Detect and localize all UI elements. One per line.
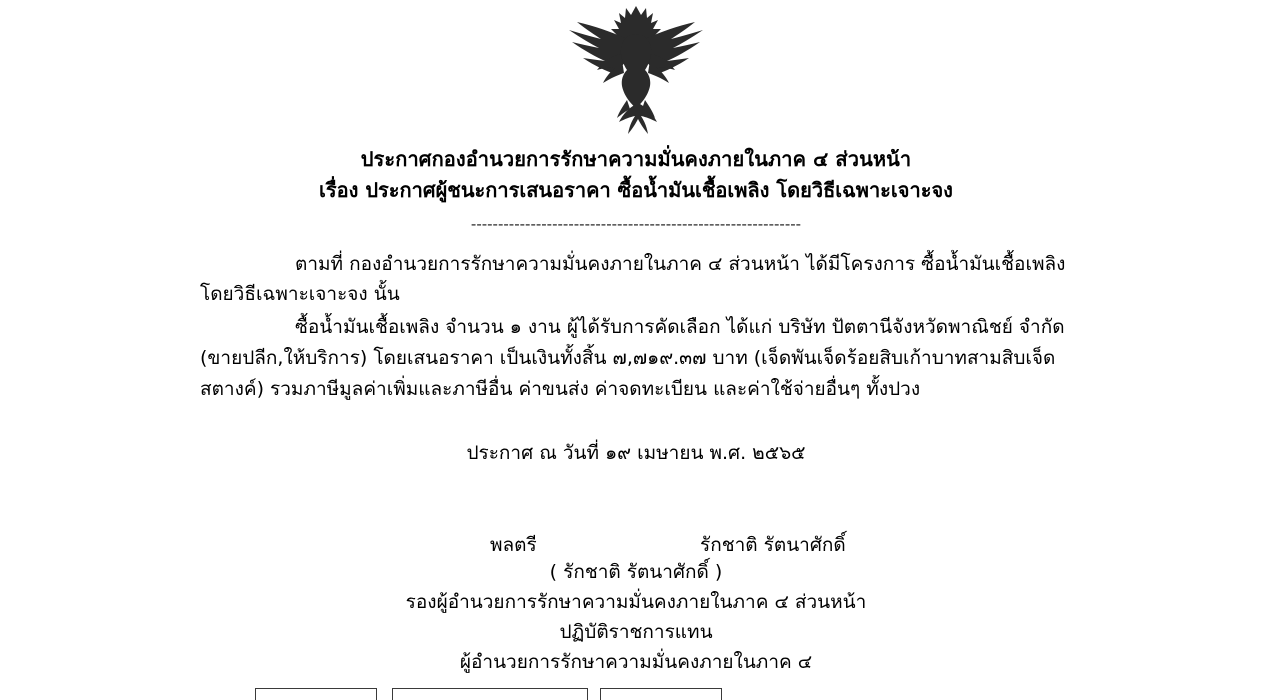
signer-signature: รักชาติ รัตนาศักดิ์ xyxy=(700,534,846,557)
signer-position-line-3: ผู้อำนวยการรักษาความมั่นคงภายในภาค ๔ xyxy=(459,651,813,674)
announcement-date: ประกาศ ณ วันที่ ๑๙ เมษายน พ.ศ. ๒๕๖๕ xyxy=(466,442,806,465)
paragraph-2: ซื้อน้ำมันเชื้อเพลิง จำนวน ๑ งาน ผู้ได้รับการคัดเลือก ได้แก่ บริษัท ปัตตานีจังหวัดพาณิชย์ จำกัด (ขายปลีก,ให้บริการ) โดยเสนอราคา เป็นเงินทั้งสิ้น ๗,๗๑๙.๓๗ บาท (เจ็ดพันเจ็ดร้อยสิบเก้าบาทสามสิบเจ็ดสตางค์) รวมภาษีมูลค่าเพิ่มและภาษีอื่น ค่าขนส่ง ค่าจดทะเบียน และค่าใช้จ่ายอื่นๆ ทั้งปวง xyxy=(200,316,1065,400)
heading-divider: ------------------------------------------------------------- xyxy=(470,215,802,233)
signer-position-line-1: รองผู้อำนวยการรักษาความมั่นคงภายในภาค ๔ ส่วนหน้า xyxy=(405,591,867,614)
garuda-emblem xyxy=(561,4,711,136)
signature-block xyxy=(0,530,1272,677)
bottom-partial-boxes xyxy=(0,688,1272,700)
bottom-box-1 xyxy=(255,688,377,700)
signer-rank: พลตรี xyxy=(490,534,537,557)
bottom-box-2 xyxy=(392,688,588,700)
emblem-container xyxy=(0,0,1272,140)
document-heading xyxy=(0,144,1272,233)
paragraph-1: ตามที่ กองอำนวยการรักษาความมั่นคงภายในภาค ๔ ส่วนหน้า ได้มีโครงการ ซื้อน้ำมันเชื้อเพลิง โดยวิธีเฉพาะเจาะจง นั้น xyxy=(200,252,1066,306)
signer-position-line-2: ปฏิบัติราชการแทน xyxy=(559,621,713,644)
signature-spacer xyxy=(0,530,1272,557)
bottom-box-3 xyxy=(600,688,722,700)
heading-line-1: ประกาศกองอำนวยการรักษาความมั่นคงภายในภาค ๔ ส่วนหน้า xyxy=(360,147,912,171)
heading-line-2: เรื่อง ประกาศผู้ชนะการเสนอราคา ซื้อน้ำมันเชื้อเพลิง โดยวิธีเฉพาะเจาะจง xyxy=(319,178,953,202)
signer-name-paren: ( รักชาติ รัตนาศักดิ์ ) xyxy=(549,561,723,584)
document-body xyxy=(0,249,1272,405)
